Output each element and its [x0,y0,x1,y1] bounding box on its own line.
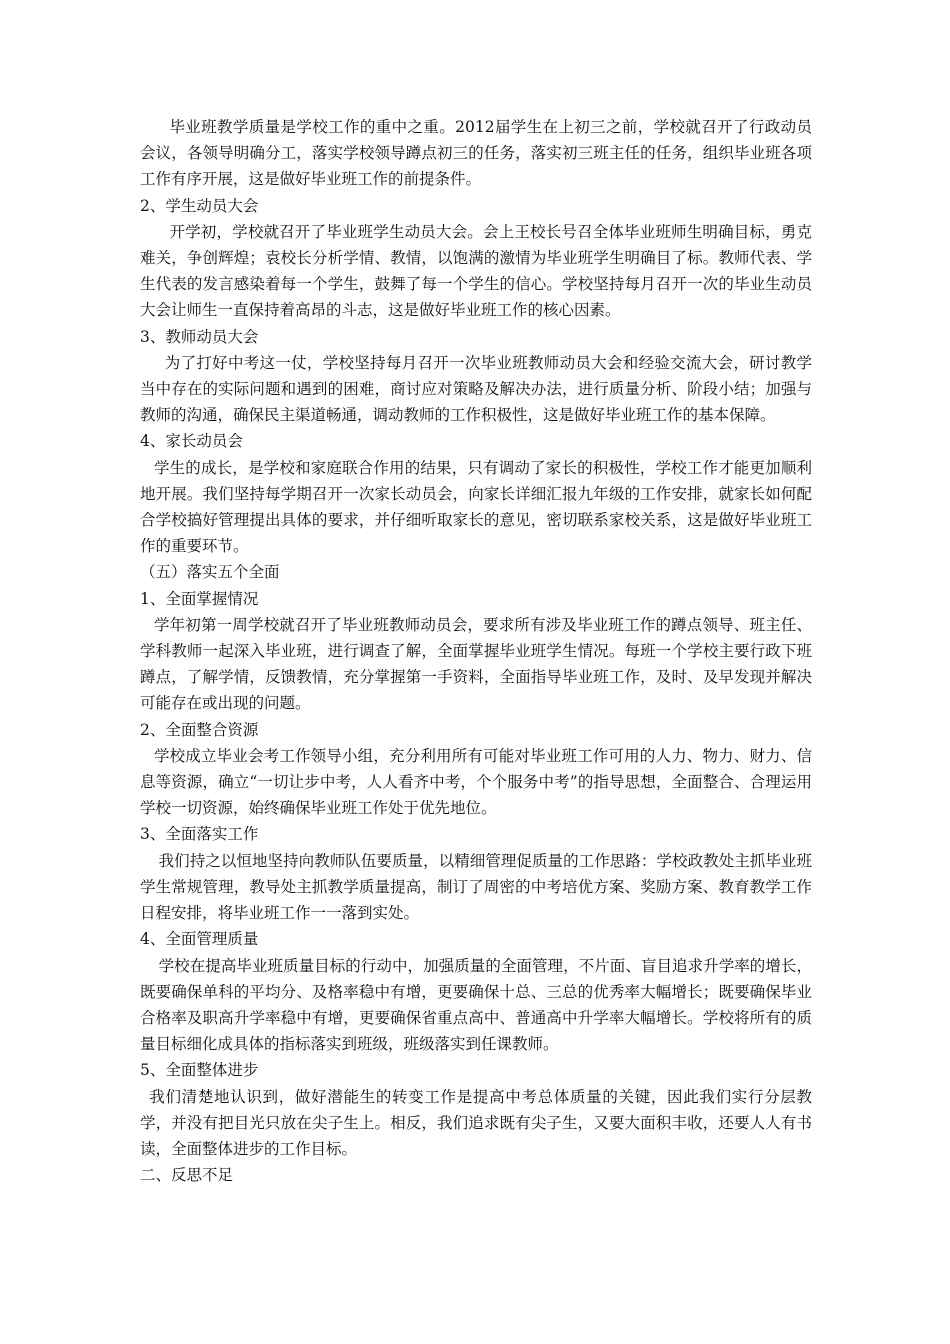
paragraph-teacher-mobilization: 为了打好中考这一仗，学校坚持每月召开一次毕业班教师动员大会和经验交流大会，研讨教学当中存在的实际问题和遇到的困难，商讨应对策略及解决办法，进行质量分析、阶段小结；加强与教师的沟通，确保民主渠道畅通，调动教师的工作积极性，这是做好毕业班工作的基本保障。 [140,353,812,425]
heading-grasp-situation: 1、全面掌握情况 [140,589,259,608]
paragraph-parent-mobilization: 学生的成长，是学校和家庭联合作用的结果，只有调动了家长的积极性，学校工作才能更加顺利地开展。我们坚持每学期召开一次家长动员会，向家长详细汇报九年级的工作安排，就家长如何配合学校搞好管理提出具体的要求，并仔细听取家长的意见，密切联系家校关系，这是做好毕业班工作的重要环节。 [140,458,812,556]
document-page [140,114,812,1188]
paragraph-grasp-situation: 学年初第一周学校就召开了毕业班教师动员会，要求所有涉及毕业班工作的蹲点领导、班主任、学科教师一起深入毕业班，进行调查了解，全面掌握毕业班学生情况。每班一个学校主要行政下班蹲点，了解学情，反馈教情，充分掌握第一手资料，全面指导毕业班工作，及时、及早发现并解决可能存在或出现的问题。 [140,615,812,713]
paragraph-integrate-resources: 学校成立毕业会考工作领导小组，充分利用所有可能对毕业班工作可用的人力、物力、财力、信息等资源，确立“一切让步中考，人人看齐中考，个个服务中考”的指导思想，全面整合、合理运用学校一切资源，始终确保毕业班工作处于优先地位。 [140,746,812,818]
paragraph-overall-progress: 我们清楚地认识到，做好潜能生的转变工作是提高中考总体质量的关键，因此我们实行分层教学，并没有把目光只放在尖子生上。相反，我们追求既有尖子生，又要大面积丰收，还要人人有书读，全面整体进步的工作目标。 [140,1087,812,1158]
heading-student-mobilization: 2、学生动员大会 [140,196,259,215]
heading-integrate-resources: 2、全面整合资源 [140,720,259,739]
paragraph-student-mobilization: 开学初，学校就召开了毕业班学生动员大会。会上王校长号召全体毕业班师生明确目标，勇克难关，争创辉煌；袁校长分析学情、教情，以饱满的激情为毕业班学生明确目了标。教师代表、学生代表的发言感染着每一个学生，鼓舞了每一个学生的信心。学校坚持每月召开一次的毕业生动员大会让师生一直保持着高昂的斗志，这是做好毕业班工作的核心因素。 [140,222,812,320]
heading-teacher-mobilization: 3、教师动员大会 [140,327,259,346]
heading-five-comprehensive: （五）落实五个全面 [140,563,280,582]
heading-manage-quality: 4、全面管理质量 [140,930,259,949]
intro-paragraph: 毕业班教学质量是学校工作的重中之重。2012届学生在上初三之前，学校就召开了行政动员会议，各领导明确分工，落实学校领导蹲点初三的任务，落实初三班主任的任务，组织毕业班各项工作有序开展，这是做好毕业班工作的前提条件。 [140,118,812,189]
paragraph-manage-quality: 学校在提高毕业班质量目标的行动中，加强质量的全面管理，不片面、盲目追求升学率的增长，既要确保单科的平均分、及格率稳中有增，更要确保十总、三总的优秀率大幅增长；既要确保毕业合格率及职高升学率稳中有增，更要确保省重点高中、普通高中升学率大幅增长。学校将所有的质量目标细化成具体的指标落实到班级，班级落实到任课教师。 [140,956,812,1054]
heading-overall-progress: 5、全面整体进步 [140,1061,259,1080]
heading-parent-mobilization: 4、家长动员会 [140,432,243,451]
paragraph-implement-work: 我们持之以恒地坚持向教师队伍要质量，以精细管理促质量的工作思路：学校政教处主抓毕业班学生常规管理，教导处主抓教学质量提高，制订了周密的中考培优方案、奖励方案、教育教学工作日程安排，将毕业班工作一一落到实处。 [140,851,812,923]
heading-reflection: 二、反思不足 [140,1166,234,1185]
heading-implement-work: 3、全面落实工作 [140,825,259,844]
